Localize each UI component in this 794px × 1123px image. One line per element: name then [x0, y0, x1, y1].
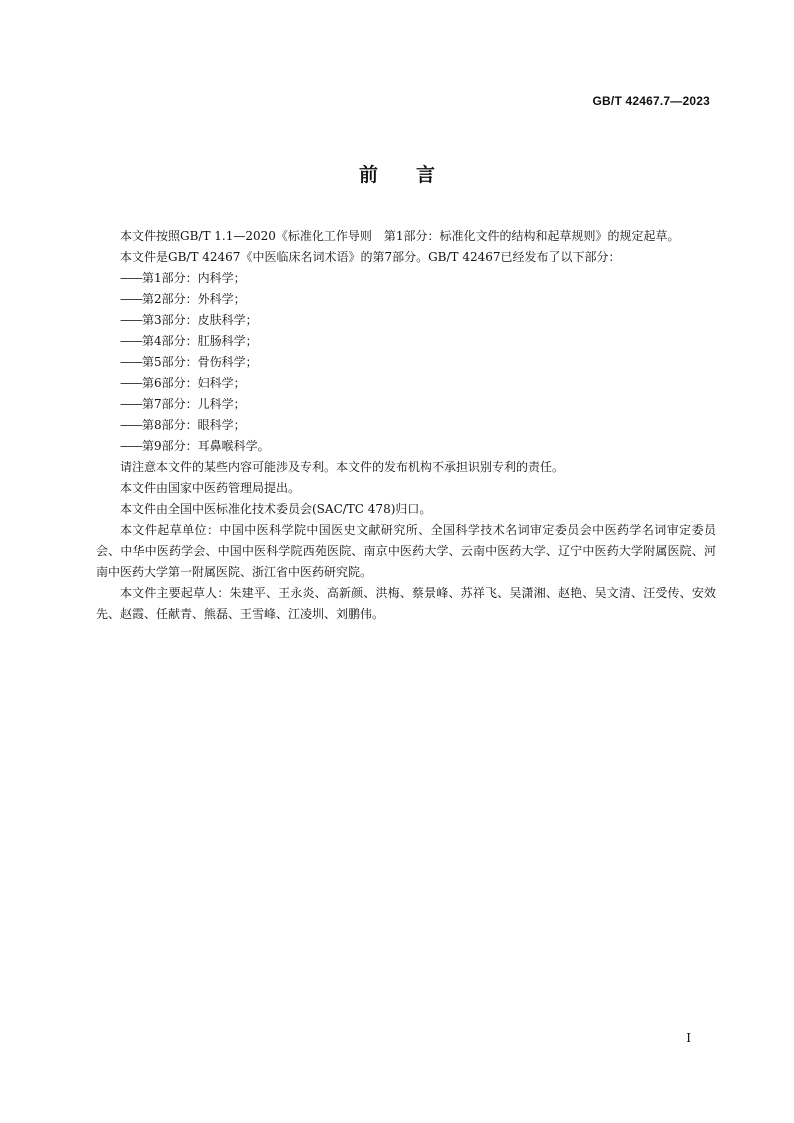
list-dash: —— [120, 271, 142, 285]
document-body [96, 226, 716, 625]
list-item: ——第2部分：外科学； [120, 292, 246, 306]
list-item: ——第4部分：肛肠科学； [120, 334, 258, 348]
list-dash: —— [120, 355, 142, 369]
standard-code: GB/T 42467.7—2023 [592, 94, 710, 108]
list-item: ——第1部分：内科学； [120, 271, 246, 285]
parts-list [96, 268, 716, 457]
list-item: ——第9部分：耳鼻喉科学。 [120, 439, 270, 453]
page-number: I [686, 1031, 691, 1045]
list-dash: —— [120, 292, 142, 306]
list-dash: —— [120, 439, 142, 453]
list-item: ——第7部分：儿科学； [120, 397, 246, 411]
paragraph-drafting-basis: 本文件按照GB/T 1.1—2020《标准化工作导则 第1部分：标准化文件的结构和起草规则》的规定起草。 [120, 229, 680, 243]
list-dash: —— [120, 376, 142, 390]
paragraph-series-info: 本文件是GB/T 42467《中医临床名词术语》的第7部分。GB/T 42467已经发布了以下部分： [120, 250, 621, 264]
list-dash: —— [120, 418, 142, 432]
list-item: ——第6部分：妇科学； [120, 376, 246, 390]
list-dash: —— [120, 397, 142, 411]
paragraph-technical-committee: 本文件由全国中医标准化技术委员会(SAC/TC 478)归口。 [120, 502, 432, 516]
paragraph-drafting-units: 本文件起草单位：中国中医科学院中国医史文献研究所、全国科学技术名词审定委员会中医药学名词审定委员会、中华中医药学会、中国中医科学院西苑医院、南京中医药大学、云南中医药大学、辽宁中医药大学附属医院、河南中医药大学第一附属医院、浙江省中医药研究院。 [96, 523, 716, 579]
page-title: 前言 [358, 164, 473, 186]
list-item: ——第5部分：骨伤科学； [120, 355, 258, 369]
list-dash: —— [120, 313, 142, 327]
list-dash: —— [120, 334, 142, 348]
list-item: ——第8部分：眼科学； [120, 418, 246, 432]
list-item: ——第3部分：皮肤科学； [120, 313, 258, 327]
paragraph-drafters: 本文件主要起草人：朱建平、王永炎、高新颜、洪梅、蔡景峰、苏祥飞、吴潇湘、赵艳、吴文清、汪受传、安效先、赵霞、任献青、熊磊、王雪峰、江凌圳、刘鹏伟。 [96, 586, 716, 621]
paragraph-patent-notice: 请注意本文件的某些内容可能涉及专利。本文件的发布机构不承担识别专利的责任。 [120, 460, 565, 474]
paragraph-proposer: 本文件由国家中医药管理局提出。 [120, 481, 301, 495]
